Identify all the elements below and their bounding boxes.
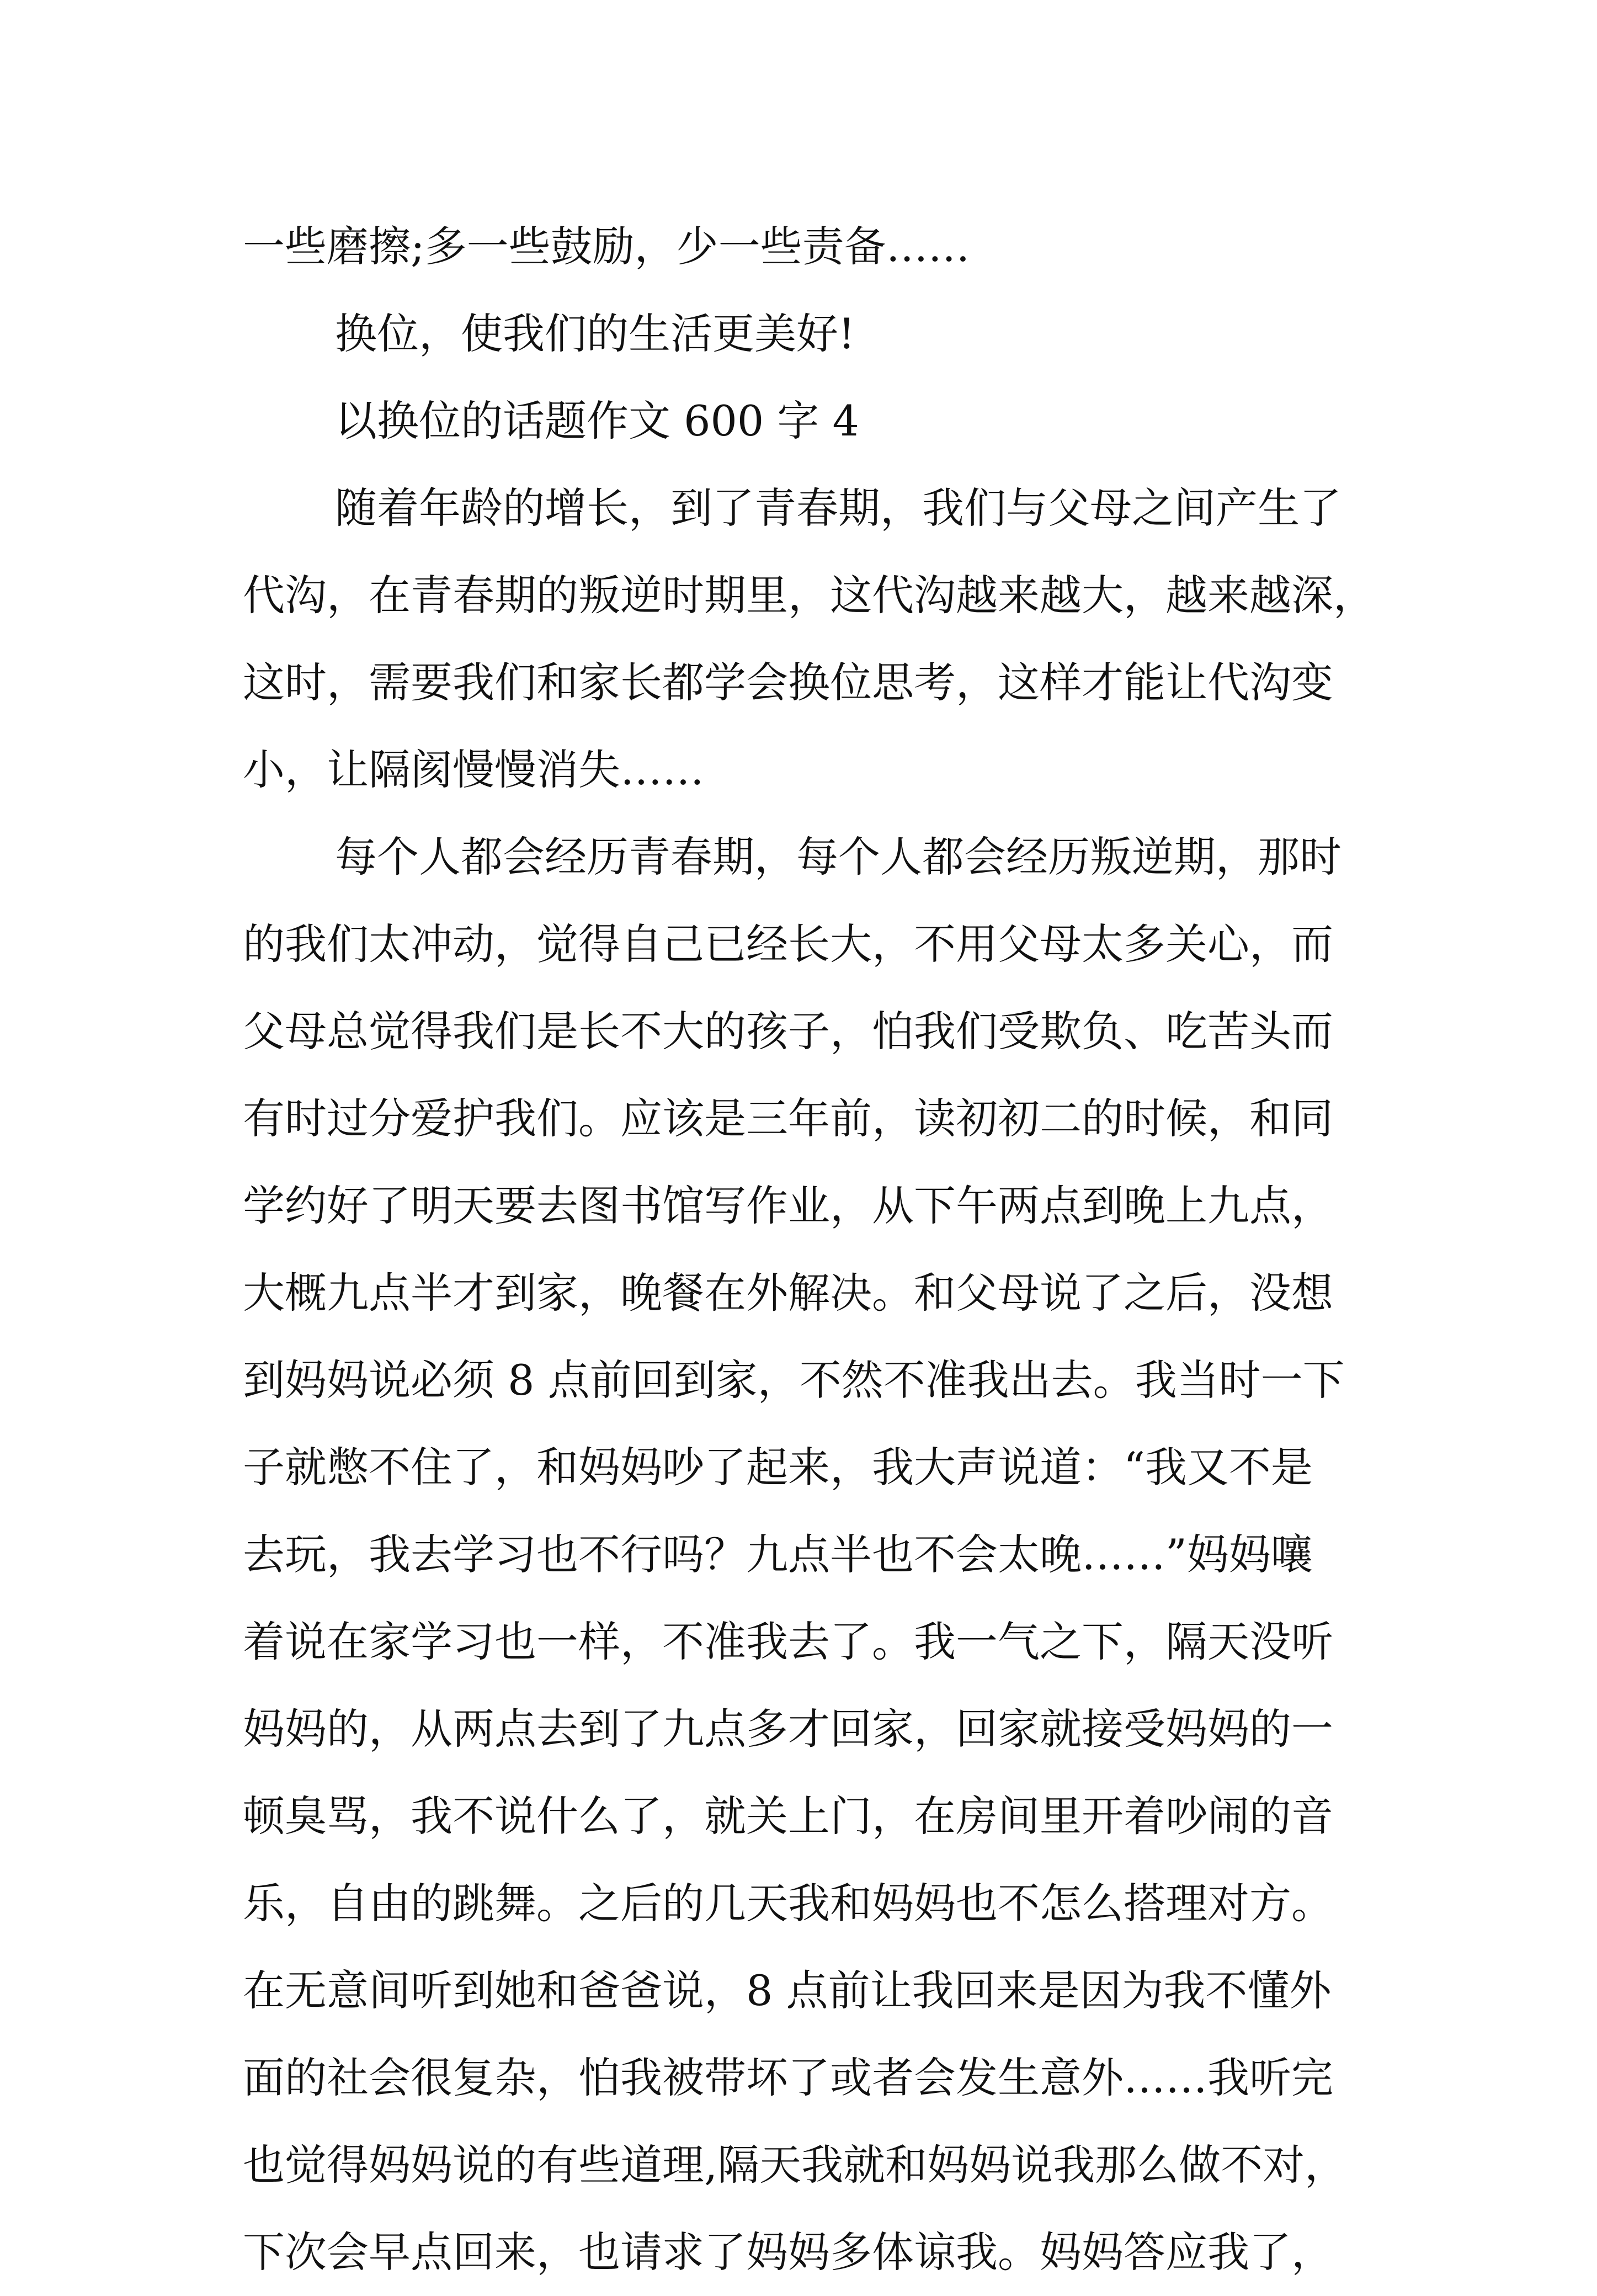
text-line: 在无意间听到她和爸爸说，8 点前让我回来是因为我不懂外 [243,1966,1332,2015]
text-line: 代沟，在青春期的叛逆时期里，这代沟越来越大，越来越深， [243,571,1375,620]
text-line: 小，让隔阂慢慢消失…… [243,745,704,794]
text-line: 妈妈的，从两点去到了九点多才回家，回家就接受妈妈的一 [243,1704,1333,1753]
text-line: 乐，自由的跳舞。之后的几天我和妈妈也不怎么搭理对方。 [243,1879,1333,1928]
text-line: 大概九点半才到家，晚餐在外解决。和父母说了之后，没想 [243,1268,1333,1317]
text-line: 去玩，我去学习也不行吗？九点半也不会太晚……”妈妈嚷 [243,1530,1313,1579]
text-line: 顿臭骂，我不说什么了，就关上门，在房间里开着吵闹的音 [243,1792,1333,1841]
body-text [243,203,1375,2296]
text-line: 面的社会很复杂，怕我被带坏了或者会发生意外……我听完 [243,2053,1333,2102]
text-line: 子就憋不住了，和妈妈吵了起来，我大声说道：“我又不是 [243,1443,1313,1492]
text-line: 的我们太冲动，觉得自己已经长大，不用父母太多关心，而 [243,920,1333,969]
text-line: 下次会早点回来，也请求了妈妈多体谅我。妈妈答应我了， [243,2228,1333,2277]
text-line: 着说在家学习也一样，不准我去了。我一气之下，隔天没听 [243,1617,1333,1666]
text-line: 有时过分爱护我们。应该是三年前，读初初二的时候，和同 [243,1094,1333,1143]
section-heading: 以换位的话题作文 600 字 4 [335,396,859,445]
text-line: 这时，需要我们和家长都学会换位思考，这样才能让代沟变 [243,658,1333,707]
text-line: 一些磨擦;多一些鼓励，少一些责备…… [243,222,970,271]
text-line: 每个人都会经历青春期，每个人都会经历叛逆期，那时 [335,832,1342,881]
text-line: 随着年龄的增长，到了青春期，我们与父母之间产生了 [335,483,1342,533]
text-line: 换位，使我们的生活更美好! [335,309,855,358]
text-line: 到妈妈说必须 8 点前回到家，不然不准我出去。我当时一下 [243,1356,1345,1405]
text-line: 父母总觉得我们是长不大的孩子，怕我们受欺负、吃苦头而 [243,1007,1333,1056]
text-line: 也觉得妈妈说的有些道理,隔天我就和妈妈说我那么做不对， [243,2140,1347,2189]
text-line: 学约好了明天要去图书馆写作业，从下午两点到晚上九点， [243,1181,1333,1230]
